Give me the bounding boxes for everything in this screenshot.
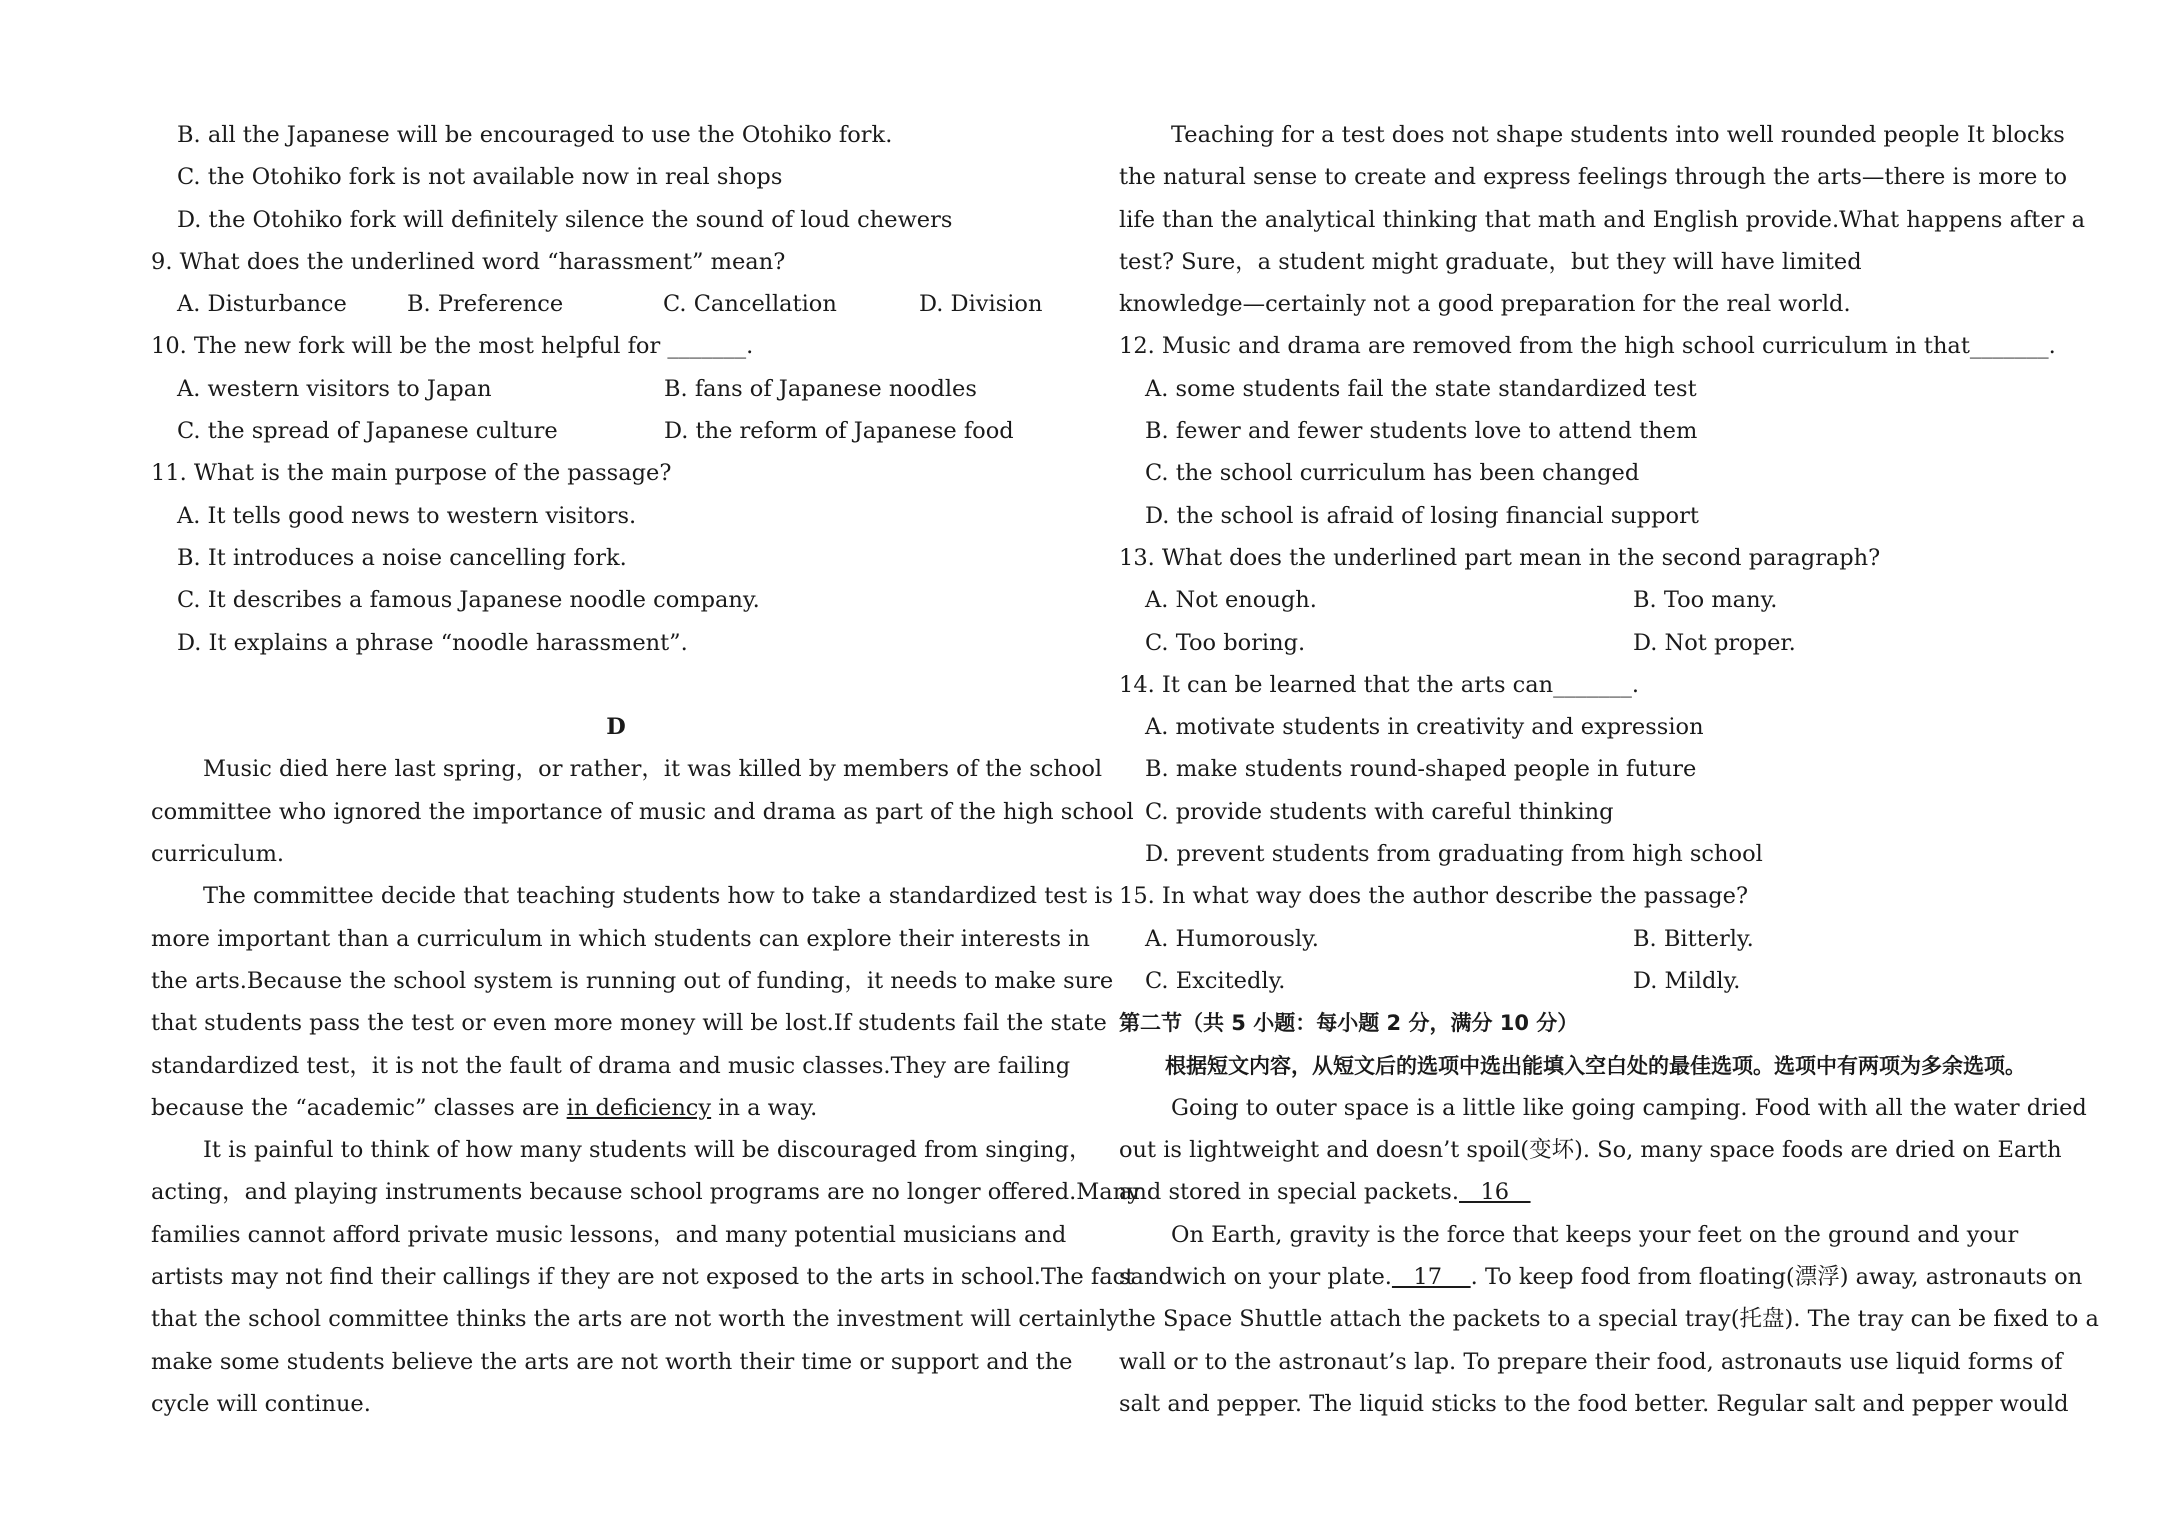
q9-stem: 9. What does the underlined word “harassment” mean? bbox=[151, 248, 786, 275]
q15-option-a: A. Humorously. bbox=[1145, 925, 1319, 952]
passage-line: out is lightweight and doesn’t spoil(变坏). So, many space foods are dried on Earth bbox=[1119, 1137, 2062, 1164]
q10-option-a: A. western visitors to Japan bbox=[177, 375, 492, 402]
q8-option-d: D. the Otohiko fork will definitely silence the sound of loud chewers bbox=[177, 206, 953, 233]
q9-option-b: B. Preference bbox=[407, 291, 564, 318]
passage-text: because the “academic” classes are bbox=[151, 1094, 567, 1121]
passage-line: curriculum. bbox=[151, 841, 285, 868]
passage-line: that students pass the test or even more money will be lost.If students fail the state bbox=[151, 1010, 1107, 1037]
q10-option-c: C. the spread of Japanese culture bbox=[177, 418, 558, 445]
section-2-instructions: 根据短文内容，从短文后的选项中选出能填入空白处的最佳选项。选项中有两项为多余选项。 bbox=[1165, 1053, 2026, 1078]
passage-line: salt and pepper. The liquid sticks to the food better. Regular salt and pepper would bbox=[1119, 1390, 2069, 1417]
q15-option-b: B. Bitterly. bbox=[1633, 925, 1754, 952]
q14-option-c: C. provide students with careful thinking bbox=[1145, 798, 1614, 825]
q11-option-a: A. It tells good news to western visitors. bbox=[177, 502, 637, 529]
q13-option-c: C. Too boring. bbox=[1145, 629, 1306, 656]
q11-stem: 11. What is the main purpose of the passage? bbox=[151, 460, 672, 487]
q15-options-row1 bbox=[1119, 918, 2049, 960]
q15-option-d: D. Mildly. bbox=[1633, 967, 1741, 994]
left-column bbox=[151, 114, 1140, 1425]
passage-line: life than the analytical thinking that math and English provide.What happens after a bbox=[1119, 206, 2085, 233]
passage-line: make some students believe the arts are not worth their time or support and the bbox=[151, 1348, 1073, 1375]
q11-option-c: C. It describes a famous Japanese noodle company. bbox=[177, 587, 760, 614]
q12-stem: 12. Music and drama are removed from the high school curriculum in that_______. bbox=[1119, 333, 2056, 360]
section-2-title: 第二节（共 5 小题：每小题 2 分，满分 10 分） bbox=[1119, 1011, 1579, 1036]
passage-line: The committee decide that teaching students how to take a standardized test is bbox=[203, 883, 1114, 910]
q11-option-b: B. It introduces a noise cancelling fork. bbox=[177, 544, 627, 571]
passage-line: the natural sense to create and express feelings through the arts—there is more to bbox=[1119, 164, 2068, 191]
passage-line: cycle will continue. bbox=[151, 1390, 371, 1417]
q9-options bbox=[151, 283, 1081, 325]
q14-option-a: A. motivate students in creativity and expression bbox=[1145, 714, 1704, 741]
q12-option-d: D. the school is afraid of losing financial support bbox=[1145, 502, 1699, 529]
spacer bbox=[151, 664, 1081, 706]
passage-line: Going to outer space is a little like going camping. Food with all the water dried bbox=[1171, 1094, 2087, 1121]
q10-options-row2 bbox=[151, 410, 1081, 452]
q8-option-b: B. all the Japanese will be encouraged to use the Otohiko fork. bbox=[177, 122, 893, 148]
q12-option-a: A. some students fail the state standardized test bbox=[1145, 375, 1697, 402]
q12-option-b: B. fewer and fewer students love to attend them bbox=[1145, 418, 1698, 445]
q9-option-c: C. Cancellation bbox=[663, 291, 837, 318]
q15-options-row2 bbox=[1119, 960, 2049, 1002]
q15-stem: 15. In what way does the author describe the passage? bbox=[1119, 883, 1749, 910]
q14-option-d: D. prevent students from graduating from high school bbox=[1145, 841, 1763, 868]
q9-option-a: A. Disturbance bbox=[177, 291, 347, 318]
passage-line: families cannot afford private music lessons，and many potential musicians and bbox=[151, 1221, 1067, 1248]
q9-option-d: D. Division bbox=[919, 291, 1043, 318]
q13-stem: 13. What does the underlined part mean in the second paragraph? bbox=[1119, 544, 1881, 571]
q11-option-d: D. It explains a phrase “noodle harassment”. bbox=[177, 629, 688, 656]
passage-line: acting，and playing instruments because school programs are no longer offered.Many bbox=[151, 1179, 1140, 1206]
q13-option-d: D. Not proper. bbox=[1633, 629, 1796, 656]
q13-options-row1 bbox=[1119, 579, 2049, 621]
passage-line: Teaching for a test does not shape students into well rounded people It blocks bbox=[1171, 122, 2065, 148]
q14-stem: 14. It can be learned that the arts can_______. bbox=[1119, 671, 1640, 698]
blank-17: 17 bbox=[1391, 1264, 1471, 1291]
passage-line bbox=[151, 1087, 1081, 1129]
passage-line: committee who ignored the importance of music and drama as part of the high school bbox=[151, 798, 1134, 825]
q15-option-c: C. Excitedly. bbox=[1145, 967, 1286, 994]
right-column bbox=[1119, 114, 2099, 1425]
q10-option-b: B. fans of Japanese noodles bbox=[664, 375, 977, 402]
passage-line: artists may not find their callings if they are not exposed to the arts in school.The fact bbox=[151, 1264, 1135, 1291]
q8-option-c: C. the Otohiko fork is not available now in real shops bbox=[177, 164, 783, 191]
q10-options-row1 bbox=[151, 368, 1081, 410]
q13-option-a: A. Not enough. bbox=[1145, 587, 1317, 614]
passage-line: the arts.Because the school system is running out of funding，it needs to make sure bbox=[151, 967, 1114, 994]
q12-option-c: C. the school curriculum has been changed bbox=[1145, 460, 1640, 487]
passage-line bbox=[1119, 1256, 2083, 1298]
q10-stem: 10. The new fork will be the most helpful for _______. bbox=[151, 333, 754, 360]
passage-line: the Space Shuttle attach the packets to a special tray(托盘). The tray can be fixed to a bbox=[1119, 1306, 2099, 1333]
passage-line: more important than a curriculum in which students can explore their interests in bbox=[151, 925, 1090, 952]
passage-line: Music died here last spring，or rather，it was killed by members of the school bbox=[203, 756, 1103, 783]
section-d-heading: D bbox=[606, 714, 626, 741]
passage-line: test? Sure，a student might graduate，but they will have limited bbox=[1119, 248, 1862, 275]
passage-text: . To keep food from floating(漂浮) away, astronauts on bbox=[1470, 1264, 2083, 1291]
passage-line: knowledge—certainly not a good preparation for the real world. bbox=[1119, 291, 1851, 318]
passage-line: standardized test，it is not the fault of drama and music classes.They are failing bbox=[151, 1052, 1071, 1079]
passage-text: sandwich on your plate. bbox=[1119, 1264, 1392, 1291]
passage-line: It is painful to think of how many students will be discouraged from singing， bbox=[203, 1137, 1092, 1164]
passage-line bbox=[1119, 1171, 2049, 1213]
passage-text: and stored in special packets. bbox=[1119, 1179, 1459, 1206]
q13-option-b: B. Too many. bbox=[1633, 587, 1778, 614]
blank-16: 16 bbox=[1459, 1179, 1531, 1206]
underlined-phrase: in deficiency bbox=[566, 1094, 712, 1121]
passage-line: that the school committee thinks the arts are not worth the investment will certainly bbox=[151, 1306, 1120, 1333]
q10-option-d: D. the reform of Japanese food bbox=[664, 418, 1014, 445]
passage-line: On Earth, gravity is the force that keeps your feet on the ground and your bbox=[1171, 1221, 2019, 1248]
q13-options-row2 bbox=[1119, 622, 2049, 664]
q14-option-b: B. make students round-shaped people in future bbox=[1145, 756, 1697, 783]
passage-line: wall or to the astronaut’s lap. To prepare their food, astronauts use liquid forms of bbox=[1119, 1348, 2063, 1375]
passage-text: in a way. bbox=[711, 1094, 818, 1121]
